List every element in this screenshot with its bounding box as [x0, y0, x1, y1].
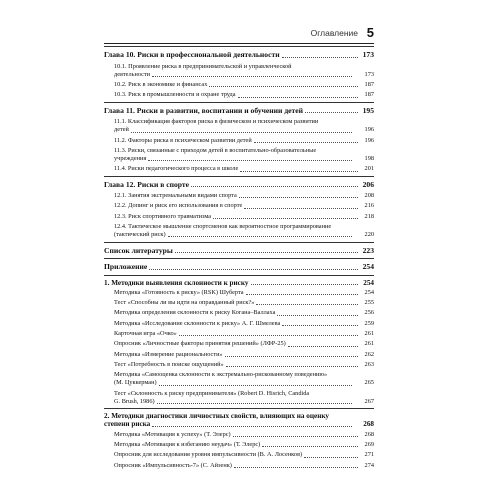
toc-page-number: 196 — [364, 126, 374, 134]
toc-entry-title: Карточная игра «Очко» — [114, 330, 177, 338]
section-divider — [104, 46, 374, 47]
toc-page-number: 274 — [364, 461, 374, 469]
toc-page-number: 268 — [363, 420, 374, 429]
toc-chapter-entry[interactable] — [104, 50, 374, 60]
leader-dots — [282, 324, 358, 326]
toc-page-number: 259 — [364, 319, 374, 327]
toc-entry-title: 11.2. Факторы риска в психическом развитии детей — [114, 136, 252, 144]
toc-entry-title: 12.1. Занятия экстремальными видами спорта — [114, 192, 237, 200]
toc-entry-title: Глава 10. Риски в профессиональной деятельности — [104, 50, 280, 59]
toc-entry-title: 11.1. Классификация факторов риска в физическом и психическом развитии — [114, 118, 319, 126]
leader-dots — [149, 268, 358, 270]
toc-entry-title: 11.4. Риски педагогического процесса в школе — [114, 165, 239, 173]
leader-dots — [256, 303, 358, 305]
section-divider — [104, 408, 374, 409]
leader-dots — [239, 196, 358, 198]
leader-dots — [179, 334, 358, 336]
toc-entry[interactable] — [104, 431, 374, 439]
leader-dots — [233, 435, 358, 437]
toc-entry-title: Опросник «Личностные факторы принятия решений» (ЛФР-25) — [114, 340, 286, 348]
toc-entry[interactable] — [104, 165, 374, 173]
toc-entry[interactable] — [104, 91, 374, 99]
toc-appendix-section[interactable] — [104, 412, 374, 428]
toc-page-number: 263 — [364, 360, 374, 368]
leader-dots — [131, 131, 352, 133]
toc-page-number: 173 — [364, 70, 374, 78]
toc-entry-title: Методика «Самооценка склонности к экстремально-рискованному поведению» — [114, 371, 328, 379]
toc-chapter-entry[interactable] — [104, 246, 374, 256]
toc-chapter-entry[interactable] — [104, 180, 374, 190]
toc-page-number: 262 — [364, 350, 374, 358]
toc-entry[interactable] — [104, 81, 374, 89]
toc-entry[interactable] — [104, 351, 374, 359]
leader-dots — [157, 402, 352, 404]
toc-page-number: 254 — [362, 262, 374, 272]
toc-entry-title: Список литературы — [104, 245, 173, 255]
toc-entry[interactable] — [104, 441, 374, 449]
leader-dots — [304, 456, 358, 458]
toc-entry-title: Методика «Измерение рациональности» — [114, 350, 223, 358]
section-divider — [104, 258, 374, 259]
toc-entry-title: Методика «Мотивация к избеганию неудач» (Т. Элерс) — [114, 441, 261, 449]
toc-entry-title-continued: детей — [114, 126, 129, 134]
toc-entry[interactable] — [104, 451, 374, 459]
toc-page-number: 173 — [362, 50, 374, 59]
section-divider — [104, 102, 374, 103]
toc-entry[interactable] — [104, 223, 374, 239]
toc-entry[interactable] — [104, 361, 374, 369]
book-page — [104, 0, 374, 500]
leader-dots — [209, 85, 358, 87]
toc-entry-title: 12.4. Тактическое мышление спортсменов как вероятностное программирование — [114, 223, 332, 231]
leader-dots — [282, 56, 358, 58]
toc-page-number: 269 — [364, 441, 374, 449]
toc-entry[interactable] — [104, 309, 374, 317]
leader-dots — [159, 384, 352, 386]
section-divider — [104, 176, 374, 177]
leader-dots — [168, 235, 352, 237]
toc-page-number: 201 — [364, 165, 374, 173]
toc-page-number: 206 — [362, 179, 374, 189]
leader-dots — [213, 217, 358, 219]
toc-entry-title: Приложение — [104, 262, 148, 272]
toc-entry[interactable] — [104, 63, 374, 79]
leader-dots — [191, 185, 358, 187]
toc-page-number: 196 — [364, 136, 374, 144]
toc-entry[interactable] — [104, 289, 374, 297]
section-divider — [104, 275, 374, 276]
toc-entry[interactable] — [104, 299, 374, 307]
leader-dots — [244, 207, 358, 209]
toc-page-number: 255 — [364, 299, 374, 307]
table-of-contents — [104, 45, 374, 472]
toc-page-number: 187 — [364, 81, 374, 88]
leader-dots — [225, 355, 358, 357]
leader-dots — [240, 170, 358, 172]
running-header-title: Оглавление — [310, 28, 358, 38]
toc-entry-title-continued: степени риска — [104, 420, 151, 429]
toc-entry-title: Глава 12. Риски в спорте — [104, 179, 190, 189]
leader-dots — [152, 75, 352, 77]
toc-entry-title: 11.3. Риски, связанные с приходом детей в воспитательно-образовательные — [114, 146, 317, 154]
toc-page-number: 267 — [364, 397, 374, 405]
toc-appendix-section[interactable] — [104, 279, 374, 287]
leader-dots — [234, 466, 358, 468]
page-number: 5 — [366, 25, 374, 40]
toc-entry-title: Методика «Мотивация к успеху» (Т. Элерс) — [114, 430, 231, 438]
toc-page-number: 265 — [364, 379, 374, 387]
toc-entry[interactable] — [104, 462, 374, 470]
toc-entry[interactable] — [104, 320, 374, 328]
toc-entry-title: Тест «Склонность к риску предпринимателя» (Robert D. Hisrich, Candida — [114, 389, 310, 397]
leader-dots — [262, 445, 358, 447]
toc-entry-title: Глава 11. Риски в развитии, воспитании и обучении детей — [104, 105, 304, 115]
toc-entry-title: Методика «Готовность к риску» (RSK) Шуберта — [114, 288, 244, 296]
toc-entry-title: 1. Методики выявления склонности к риску — [104, 278, 249, 287]
toc-entry-title: Тест «Потребность в поиске ощущений» — [114, 360, 224, 368]
toc-entry-title: 2. Методики диагностики личностных свойств, влияющих на оценку — [104, 412, 330, 421]
toc-entry-title: 12.3. Риск спортивного травматизма — [114, 212, 212, 220]
toc-page-number: 198 — [364, 155, 374, 163]
toc-entry[interactable] — [104, 118, 374, 134]
leader-dots — [152, 425, 352, 427]
toc-page-number: 256 — [364, 309, 374, 317]
toc-entry-title: 10.1. Проявление риска в предпринимательской и управленческой — [114, 62, 292, 70]
toc-entry-title: Тест «Способны ли вы идти на оправданный риск?» — [114, 299, 255, 307]
toc-entry-title-continued: деятельности — [114, 70, 151, 78]
toc-page-number: 195 — [362, 105, 374, 115]
toc-entry[interactable] — [104, 213, 374, 221]
toc-entry[interactable] — [104, 340, 374, 348]
toc-page-number: 216 — [364, 202, 374, 210]
toc-page-number: 254 — [363, 278, 374, 287]
toc-entry-title: 10.2. Риск в экономике и финансах — [114, 81, 208, 88]
toc-page-number: 268 — [364, 430, 374, 438]
toc-entry-title: 12.2. Допинг и риск его использования в спорте — [114, 202, 243, 210]
toc-page-number: 271 — [364, 451, 374, 459]
toc-page-number: 254 — [364, 288, 374, 296]
toc-page-number: 223 — [362, 245, 374, 255]
toc-entry-title: Методика определения склонности к риску Когана–Валлаха — [114, 309, 276, 317]
toc-entry-title: 10.3. Риск в промышленности и охране труда — [114, 91, 236, 99]
leader-dots — [148, 159, 352, 161]
leader-dots — [288, 345, 358, 347]
leader-dots — [254, 141, 358, 143]
toc-entry[interactable] — [104, 202, 374, 210]
leader-dots — [277, 314, 358, 316]
toc-entry-title-continued: (М. Цуккерман) — [114, 379, 157, 387]
toc-page-number: 220 — [364, 231, 374, 239]
toc-page-number: 187 — [364, 91, 374, 99]
toc-entry-title-continued: (тактический риск) — [114, 231, 166, 239]
leader-dots — [226, 365, 358, 367]
toc-entry-title-continued: G. Brush, 1986) — [114, 397, 155, 405]
section-divider — [104, 242, 374, 243]
toc-entry[interactable] — [104, 330, 374, 338]
toc-page-number: 208 — [364, 192, 374, 200]
toc-chapter-entry[interactable] — [104, 106, 374, 116]
toc-entry[interactable] — [104, 371, 374, 387]
toc-entry[interactable] — [104, 147, 374, 163]
toc-entry[interactable] — [104, 390, 374, 406]
toc-entry-title-continued: учреждения — [114, 155, 147, 163]
leader-dots — [251, 283, 359, 285]
toc-page-number: 218 — [364, 212, 374, 220]
toc-chapter-entry[interactable] — [104, 262, 374, 272]
toc-entry-title: Опросник «Импульсивность-7» (С. Айзенк) — [114, 461, 232, 469]
leader-dots — [246, 293, 358, 295]
toc-entry-title: Методика «Исследование склонности к риску» А. Г. Шмелева — [114, 319, 281, 327]
toc-page-number: 261 — [364, 330, 374, 338]
toc-entry[interactable] — [104, 192, 374, 200]
toc-page-number: 261 — [364, 340, 374, 348]
toc-entry[interactable] — [104, 137, 374, 145]
leader-dots — [305, 111, 358, 113]
running-header — [104, 27, 374, 44]
toc-entry-title: Опросник для исследования уровня импульсивности (В. А. Лосенков) — [114, 451, 303, 459]
leader-dots — [238, 96, 358, 98]
leader-dots — [175, 251, 358, 253]
